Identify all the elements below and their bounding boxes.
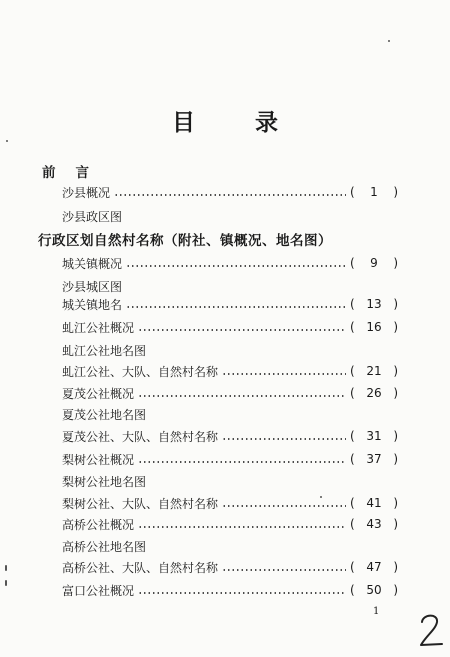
scan-speck (5, 580, 7, 586)
open-paren: ( (350, 320, 355, 334)
open-paren: ( (350, 386, 355, 400)
toc-entry (62, 449, 398, 469)
toc-entry-label: 虬江公社地名图 (62, 343, 147, 358)
toc-entry (62, 206, 398, 226)
toc-entry-label: 富口公社概况 (62, 583, 135, 598)
toc-page-reference (350, 517, 398, 531)
toc-entry-label: 梨树公社地名图 (62, 474, 147, 489)
close-paren: ) (393, 517, 398, 531)
toc-entry (62, 471, 398, 491)
scan-speck (5, 565, 7, 571)
toc-entry (62, 383, 398, 403)
toc-entry-label: 虬江公社、大队、自然村名称 (62, 364, 219, 379)
dot-leader (222, 438, 346, 440)
toc-page-reference (350, 452, 398, 466)
dot-leader (222, 373, 346, 375)
toc-entry (62, 182, 398, 202)
toc-page-number: 16 (366, 320, 382, 334)
toc-entry (62, 514, 398, 534)
toc-page-number: 9 (370, 256, 378, 270)
open-paren: ( (350, 429, 355, 443)
toc-page-number: 31 (366, 429, 382, 443)
toc-entry (62, 404, 398, 424)
toc-entry (62, 493, 398, 513)
open-paren: ( (350, 297, 355, 311)
dot-leader (138, 592, 346, 594)
toc-entry-label: 夏茂公社概况 (62, 386, 135, 401)
toc-page-number: 37 (366, 452, 382, 466)
toc-page-reference (350, 386, 398, 400)
open-paren: ( (350, 256, 355, 270)
page-title: 目 录 (171, 109, 304, 136)
dot-leader (138, 395, 346, 397)
toc-entry-label: 沙县城区图 (62, 279, 123, 294)
handwritten-number (418, 612, 444, 648)
close-paren: ) (393, 256, 398, 270)
toc-entry-label: 城关镇地名 (62, 297, 123, 312)
close-paren: ) (393, 297, 398, 311)
toc-entry-label: 高桥公社、大队、自然村名称 (62, 560, 219, 575)
toc-entry (62, 361, 398, 381)
open-paren: ( (350, 364, 355, 378)
toc-entry-label: 夏茂公社地名图 (62, 407, 147, 422)
toc-page-number: 26 (366, 386, 382, 400)
toc-page-number: 41 (366, 496, 382, 510)
toc-entry-label: 夏茂公社、大队、自然村名称 (62, 429, 219, 444)
toc-entry (62, 557, 398, 577)
dot-leader (138, 329, 346, 331)
toc-entry-label: 梨树公社概况 (62, 452, 135, 467)
toc-page-reference (350, 429, 398, 443)
dot-leader (138, 526, 346, 528)
open-paren: ( (350, 496, 355, 510)
toc-page-number: 13 (366, 297, 382, 311)
toc-entry (62, 340, 398, 360)
open-paren: ( (350, 560, 355, 574)
open-paren: ( (350, 452, 355, 466)
toc-page-reference (350, 256, 398, 270)
close-paren: ) (393, 364, 398, 378)
toc-page-reference (350, 364, 398, 378)
toc-entry-label: 虬江公社概况 (62, 320, 135, 335)
toc-entry-label: 梨树公社、大队、自然村名称 (62, 496, 219, 511)
close-paren: ) (393, 320, 398, 334)
close-paren: ) (393, 386, 398, 400)
toc-entry (62, 536, 398, 556)
open-paren: ( (350, 517, 355, 531)
toc-page-reference (350, 297, 398, 311)
scan-speck (6, 140, 8, 142)
toc-entry (62, 294, 398, 314)
close-paren: ) (393, 452, 398, 466)
section-heading-preface: 前言 (42, 165, 109, 181)
toc-entry (62, 317, 398, 337)
toc-page-reference (350, 496, 398, 510)
toc-entry (62, 580, 398, 600)
toc-page-reference (350, 185, 398, 199)
toc-entry-label: 沙县政区图 (62, 209, 123, 224)
dot-leader (138, 461, 346, 463)
toc-entry-label: 城关镇概况 (62, 256, 123, 271)
toc-page-reference (350, 320, 398, 334)
close-paren: ) (393, 185, 398, 199)
toc-entry (62, 426, 398, 446)
toc-page-reference (350, 560, 398, 574)
close-paren: ) (393, 496, 398, 510)
toc-entry (62, 276, 398, 296)
dot-leader (126, 306, 346, 308)
toc-entry-label: 沙县概况 (62, 185, 111, 200)
toc-entry (62, 253, 398, 273)
dot-leader (114, 194, 346, 196)
close-paren: ) (393, 429, 398, 443)
dot-leader (222, 505, 346, 507)
toc-page-number: 1 (370, 185, 378, 199)
toc-page-number: 21 (366, 364, 382, 378)
toc-page-number: 50 (366, 583, 382, 597)
toc-page-reference (350, 583, 398, 597)
section-heading-admin: 行政区划自然村名称（附社、镇概况、地名图） (38, 233, 332, 249)
toc-page-number: 47 (366, 560, 382, 574)
open-paren: ( (350, 185, 355, 199)
page-number: 1 (373, 606, 380, 617)
dot-leader (126, 265, 346, 267)
close-paren: ) (393, 583, 398, 597)
scan-speck (388, 40, 390, 42)
toc-page-number: 43 (366, 517, 382, 531)
scan-speck (320, 496, 322, 498)
open-paren: ( (350, 583, 355, 597)
dot-leader (222, 569, 346, 571)
toc-entry-label: 高桥公社地名图 (62, 539, 147, 554)
toc-entry-label: 高桥公社概况 (62, 517, 135, 532)
close-paren: ) (393, 560, 398, 574)
